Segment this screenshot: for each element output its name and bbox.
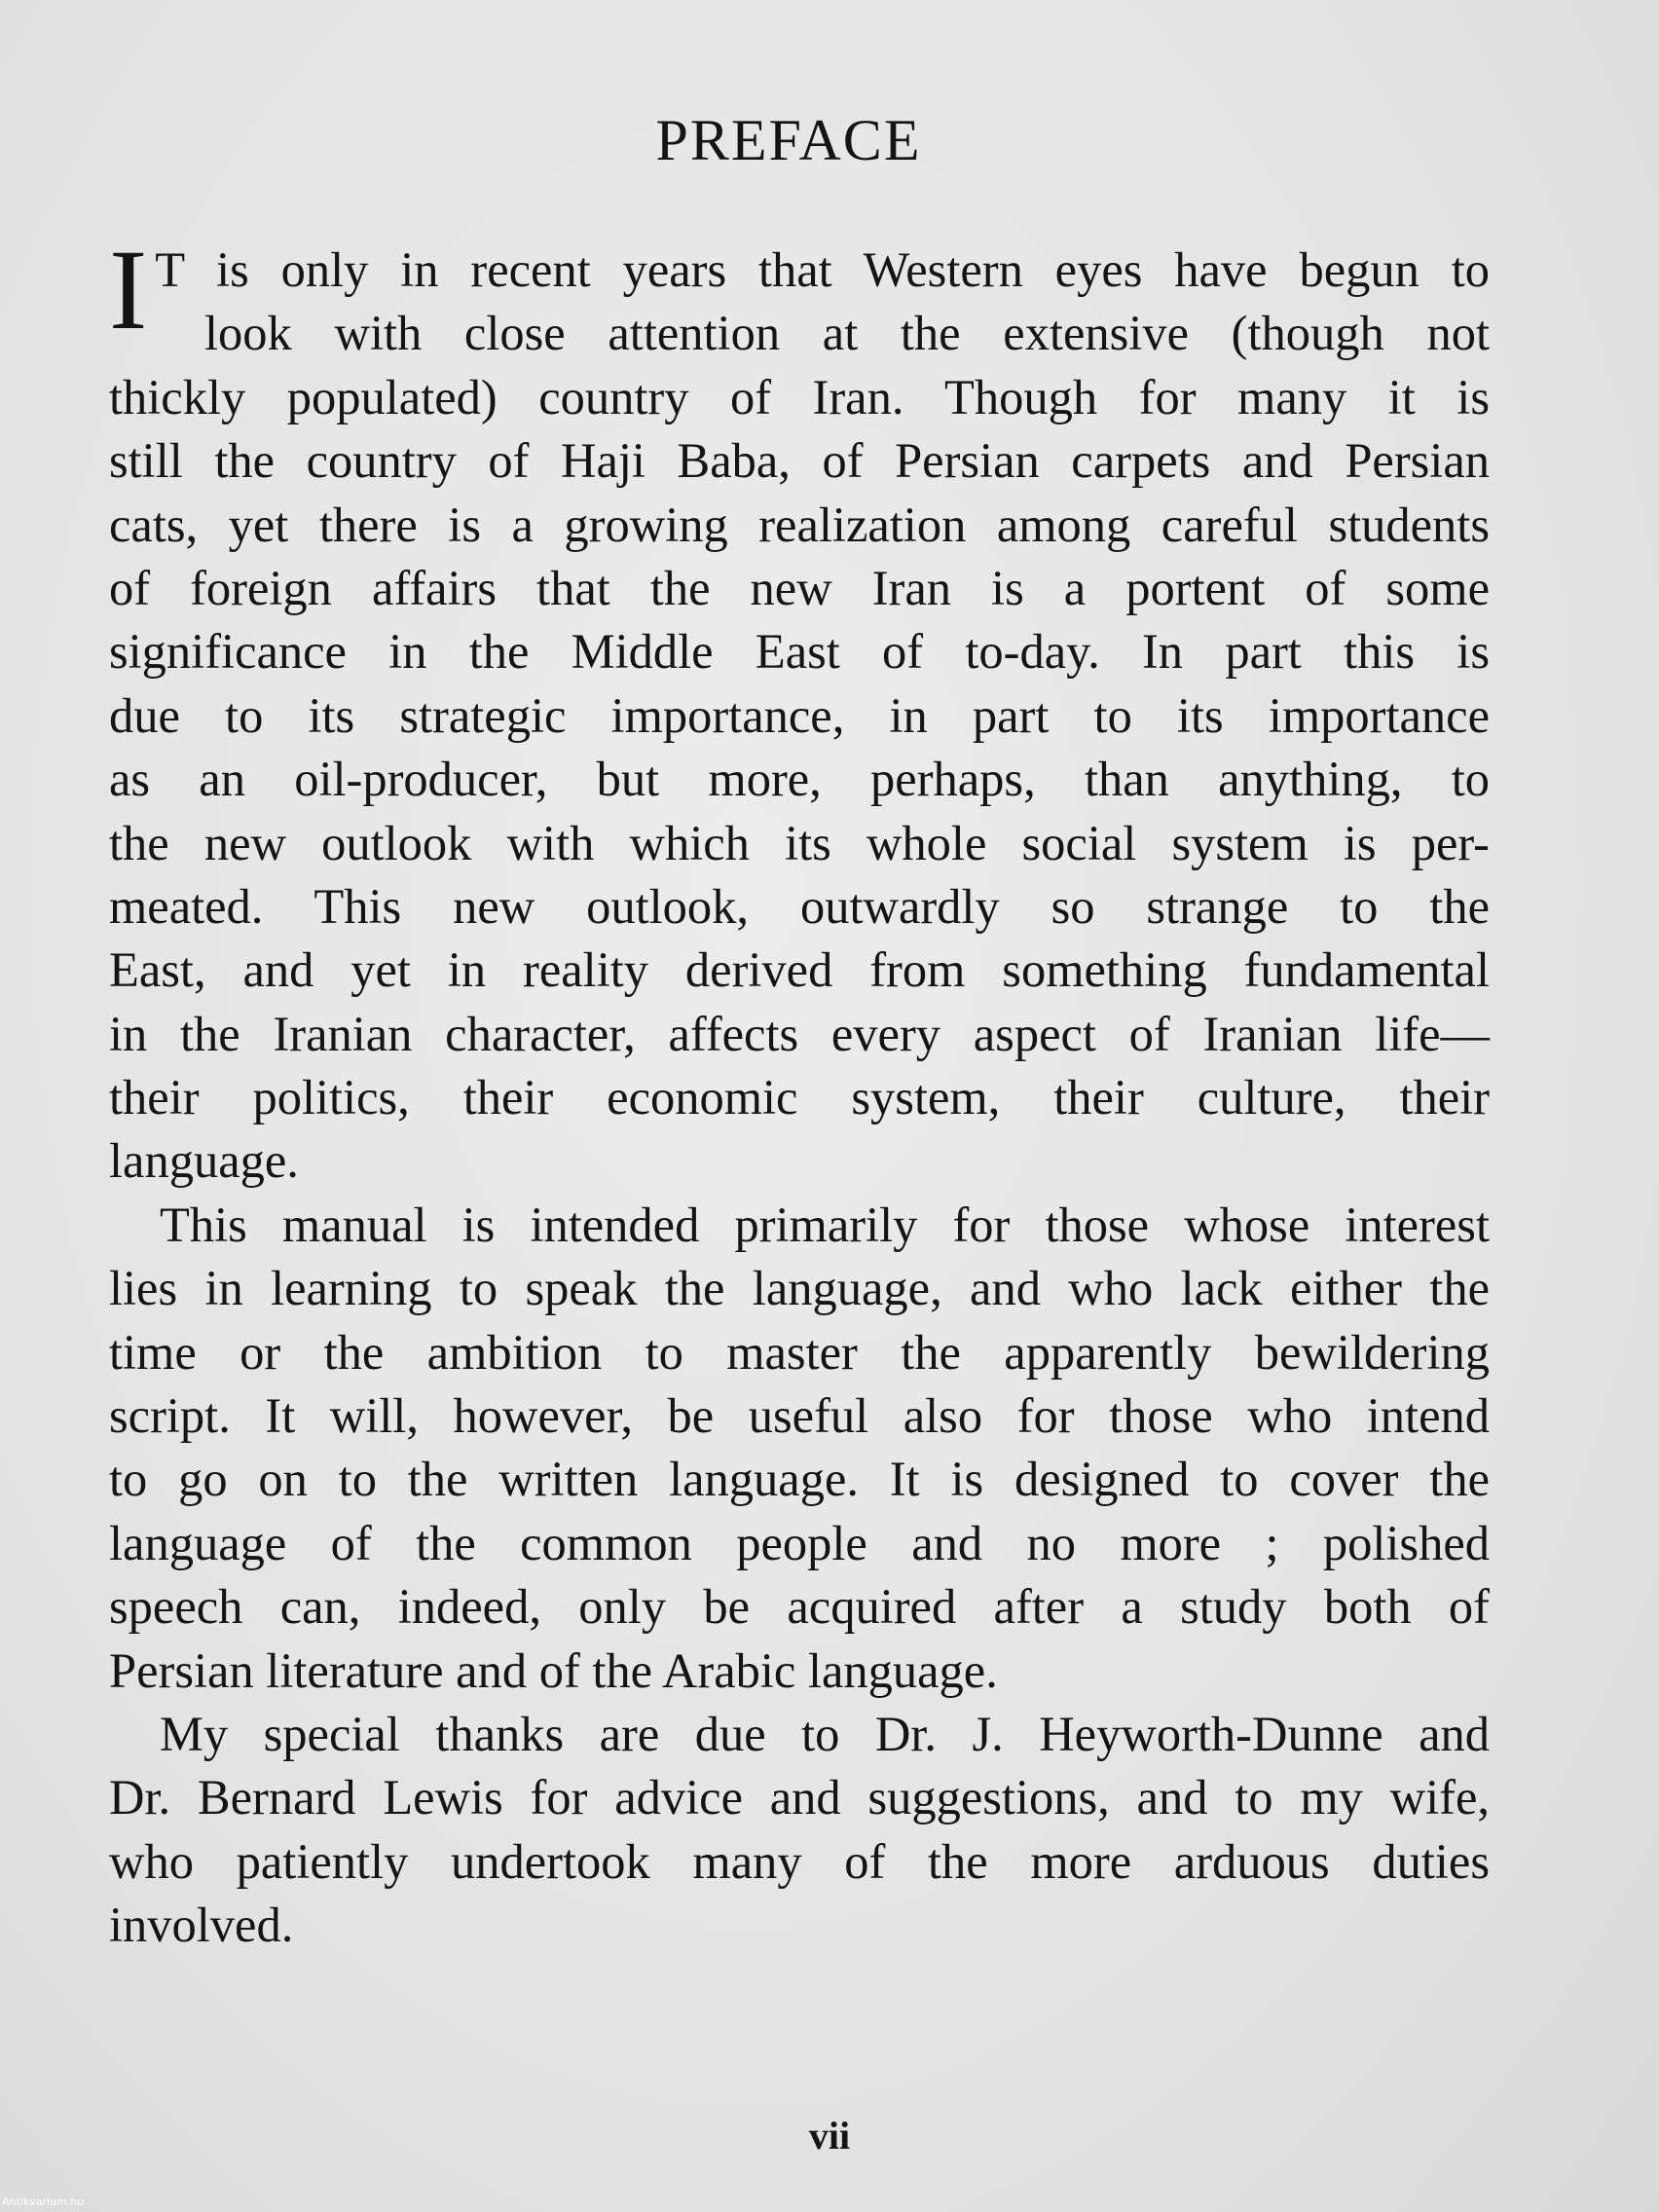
text-line: look with close attention at the extensive (though not — [204, 306, 1490, 361]
text-line: time or the ambition to master the apparently bewildering — [109, 1324, 1490, 1380]
text-line: meated. This new outlook, outwardly so strange to the — [109, 878, 1490, 934]
text-line: T is only in recent years that Western eyes have begun to — [155, 242, 1490, 297]
text-line: their politics, their economic system, their culture, their — [109, 1070, 1490, 1125]
text-line: My special thanks are due to Dr. J. Heyworth-Dunne and — [160, 1706, 1490, 1761]
text-line: significance in the Middle East of to-day. In part this is — [109, 624, 1490, 680]
text-line: lies in learning to speak the language, and who lack either the — [109, 1261, 1490, 1316]
watermark: Antikvarium.hu — [2, 2195, 85, 2208]
page-number: vii — [808, 2114, 851, 2157]
text-line: as an oil-producer, but more, perhaps, than anything, to — [109, 752, 1490, 807]
text-line: due to its strategic importance, in part to its importance — [109, 687, 1490, 743]
drop-cap: I — [109, 226, 148, 353]
text-line: Dr. Bernard Lewis for advice and suggestions, and to my wife, — [109, 1770, 1490, 1825]
text-line: East, and yet in reality derived from something fundamental — [109, 942, 1490, 998]
text-line: involved. — [109, 1898, 294, 1953]
text-line: to go on to the written language. It is designed to cover the — [109, 1452, 1490, 1507]
text-line: Persian literature and of the Arabic language. — [109, 1642, 998, 1698]
page-title: PREFACE — [655, 108, 922, 172]
text-line: cats, yet there is a growing realization among careful students — [109, 497, 1490, 552]
paragraph-1 — [109, 226, 1490, 1194]
text-line: This manual is intended primarily for those whose interest — [160, 1197, 1490, 1252]
preface-body — [109, 226, 1490, 1958]
text-line: in the Iranian character, affects every aspect of Iranian life— — [109, 1006, 1490, 1061]
text-line: the new outlook with which its whole social system is per- — [109, 815, 1490, 870]
text-line: language of the common people and no more ; polished — [109, 1515, 1490, 1570]
text-line: still the country of Haji Baba, of Persian carpets and Persian — [109, 433, 1490, 489]
text-line: script. It will, however, be useful also for those who intend — [109, 1388, 1490, 1444]
paragraph-3 — [109, 1703, 1490, 1958]
text-line: thickly populated) country of Iran. Though for many it is — [109, 369, 1490, 424]
text-line: speech can, indeed, only be acquired after a study both of — [109, 1579, 1490, 1635]
paragraph-2 — [109, 1194, 1490, 1703]
text-line: who patiently undertook many of the more arduous duties — [109, 1833, 1490, 1889]
text-line: language. — [109, 1133, 299, 1189]
text-line: of foreign affairs that the new Iran is a portent of some — [109, 560, 1490, 615]
